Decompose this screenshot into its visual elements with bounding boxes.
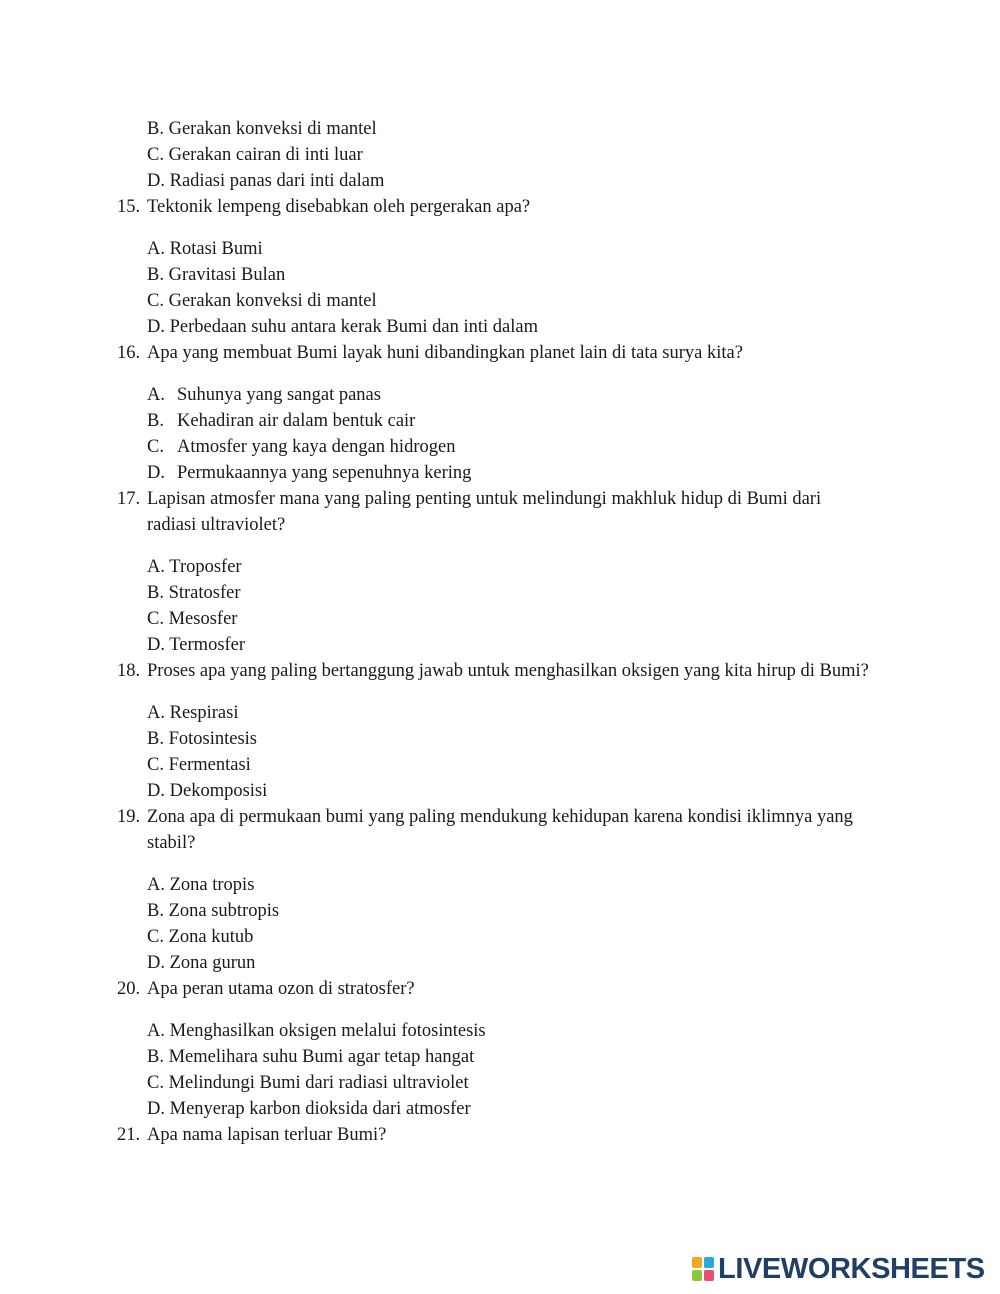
option-16-a[interactable] [147, 382, 1000, 408]
logo-tile [692, 1270, 702, 1281]
option-letter: B. [147, 119, 164, 139]
question-text: Zona apa di permukaan bumi yang paling mendukung kehidupan karena kondisi iklimnya yang stabil? [147, 807, 853, 853]
question-number: 17. [117, 489, 141, 509]
option-letter: D. [147, 953, 165, 973]
option-18-b[interactable] [147, 726, 1000, 752]
option-letter: A. [147, 875, 165, 895]
question-text: Apa nama lapisan terluar Bumi? [147, 1125, 387, 1145]
option-letter: C. [147, 145, 164, 165]
question-text: Tektonik lempeng disebabkan oleh pergerakan apa? [147, 197, 531, 217]
question-21 [117, 1122, 872, 1148]
option-text: Menyerap karbon dioksida dari atmosfer [169, 1099, 471, 1119]
option-text: Melindungi Bumi dari radiasi ultraviolet [168, 1073, 469, 1093]
option-19-c[interactable] [147, 924, 1000, 950]
option-letter: B. [147, 901, 164, 921]
option-text: Zona subtropis [168, 901, 280, 921]
option-letter: C. [147, 1073, 164, 1093]
option-14-d[interactable] [147, 168, 1000, 194]
option-text: Permukaannya yang sepenuhnya kering [177, 463, 472, 483]
option-text: Zona tropis [169, 875, 255, 895]
question-number: 18. [117, 661, 141, 681]
question-19 [117, 804, 872, 856]
option-text: Memelihara suhu Bumi agar tetap hangat [168, 1047, 475, 1067]
option-20-c[interactable] [147, 1070, 1000, 1096]
option-letter: A. [147, 557, 165, 577]
option-text: Radiasi panas dari inti dalam [169, 171, 385, 191]
option-letter: A. [147, 239, 165, 259]
option-17-c[interactable] [147, 606, 1000, 632]
option-letter: C. [147, 437, 164, 457]
option-text: Menghasilkan oksigen melalui fotosintesis [169, 1021, 486, 1041]
option-20-d[interactable] [147, 1096, 1000, 1122]
logo-tile [704, 1270, 714, 1281]
option-letter: D. [147, 1099, 165, 1119]
option-text: Mesosfer [168, 609, 238, 629]
option-letter: D. [147, 317, 165, 337]
option-text: Atmosfer yang kaya dengan hidrogen [177, 437, 456, 457]
question-15-options [0, 236, 1000, 340]
option-15-b[interactable] [147, 262, 1000, 288]
logo-tile [692, 1257, 702, 1268]
option-letter: C. [147, 291, 164, 311]
option-20-a[interactable] [147, 1018, 1000, 1044]
option-text: Suhunya yang sangat panas [177, 385, 381, 405]
option-letter: D. [147, 635, 165, 655]
option-19-a[interactable] [147, 872, 1000, 898]
question-16-options [0, 382, 1000, 486]
question-number: 16. [117, 343, 141, 363]
option-18-d[interactable] [147, 778, 1000, 804]
question-number: 20. [117, 979, 141, 999]
option-text: Gerakan konveksi di mantel [168, 291, 377, 311]
option-18-a[interactable] [147, 700, 1000, 726]
option-text: Troposfer [169, 557, 242, 577]
option-15-d[interactable] [147, 314, 1000, 340]
logo-tiles-icon [692, 1257, 714, 1281]
option-text: Zona kutub [168, 927, 254, 947]
question-17-options [0, 554, 1000, 658]
question-18 [117, 658, 872, 684]
question-17 [117, 486, 872, 538]
option-letter: D. [147, 171, 165, 191]
option-15-c[interactable] [147, 288, 1000, 314]
option-text: Gerakan konveksi di mantel [168, 119, 377, 139]
question-number: 19. [117, 807, 141, 827]
option-letter: C. [147, 609, 164, 629]
option-14-c[interactable] [147, 142, 1000, 168]
option-letter: B. [147, 1047, 164, 1067]
option-text: Gravitasi Bulan [168, 265, 286, 285]
option-letter: D. [147, 463, 165, 483]
option-15-a[interactable] [147, 236, 1000, 262]
option-letter: D. [147, 781, 165, 801]
question-19-options [0, 872, 1000, 976]
option-text: Fotosintesis [168, 729, 258, 749]
option-17-d[interactable] [147, 632, 1000, 658]
option-letter: B. [147, 411, 164, 431]
option-letter: B. [147, 583, 164, 603]
option-20-b[interactable] [147, 1044, 1000, 1070]
question-14-options [0, 116, 1000, 194]
option-text: Stratosfer [168, 583, 241, 603]
option-16-b[interactable] [147, 408, 1000, 434]
option-17-b[interactable] [147, 580, 1000, 606]
option-text: Kehadiran air dalam bentuk cair [177, 411, 416, 431]
question-16 [117, 340, 872, 366]
option-letter: C. [147, 755, 164, 775]
option-16-d[interactable] [147, 460, 1000, 486]
worksheet-page [0, 116, 1000, 1148]
option-19-d[interactable] [147, 950, 1000, 976]
option-letter: B. [147, 265, 164, 285]
option-text: Perbedaan suhu antara kerak Bumi dan inti dalam [169, 317, 538, 337]
option-text: Gerakan cairan di inti luar [168, 145, 363, 165]
logo-tile [704, 1257, 714, 1268]
option-letter: B. [147, 729, 164, 749]
question-number: 21. [117, 1125, 141, 1145]
option-text: Fermentasi [168, 755, 251, 775]
option-text: Rotasi Bumi [169, 239, 263, 259]
option-letter: A. [147, 703, 165, 723]
option-18-c[interactable] [147, 752, 1000, 778]
option-letter: C. [147, 927, 164, 947]
question-text: Apa peran utama ozon di stratosfer? [147, 979, 415, 999]
question-15 [117, 194, 872, 220]
option-letter: A. [147, 385, 165, 405]
question-text: Lapisan atmosfer mana yang paling penting untuk melindungi makhluk hidup di Bumi dari radiasi ultraviolet? [147, 489, 822, 535]
question-text: Apa yang membuat Bumi layak huni dibandingkan planet lain di tata surya kita? [147, 343, 743, 363]
liveworksheets-logo [692, 1252, 985, 1286]
question-18-options [0, 700, 1000, 804]
question-text: Proses apa yang paling bertanggung jawab untuk menghasilkan oksigen yang kita hirup di Bumi? [147, 661, 869, 681]
option-text: Dekomposisi [169, 781, 268, 801]
option-text: Zona gurun [169, 953, 256, 973]
option-14-b[interactable] [147, 116, 1000, 142]
option-17-a[interactable] [147, 554, 1000, 580]
option-text: Respirasi [169, 703, 239, 723]
question-20 [117, 976, 872, 1002]
option-16-c[interactable] [147, 434, 1000, 460]
logo-text: LIVEWORKSHEETS [718, 1252, 985, 1285]
question-20-options [0, 1018, 1000, 1122]
option-19-b[interactable] [147, 898, 1000, 924]
option-letter: A. [147, 1021, 165, 1041]
option-text: Termosfer [169, 635, 246, 655]
question-number: 15. [117, 197, 141, 217]
